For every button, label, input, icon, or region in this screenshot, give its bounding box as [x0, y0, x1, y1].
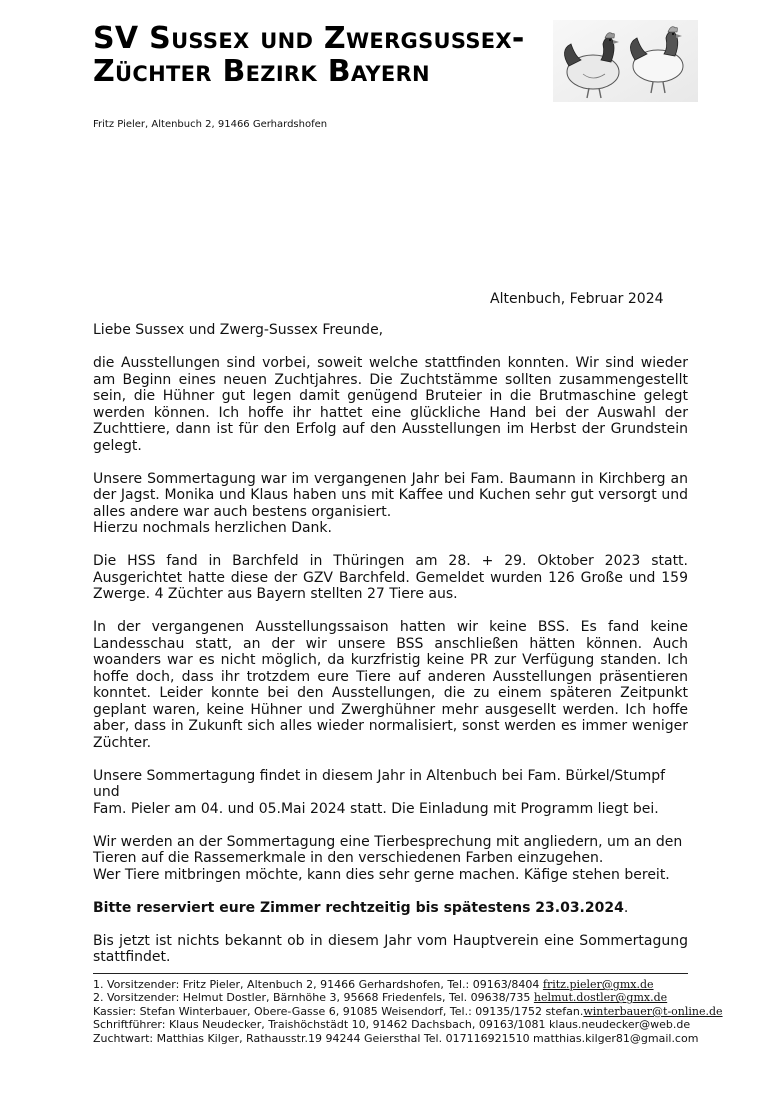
reservation-notice [93, 900, 688, 917]
reservation-notice-period: . [623, 899, 629, 916]
letterhead-title [93, 22, 525, 88]
paragraph-summer-meeting-this-year [93, 768, 688, 818]
footer-text: Kassier: Stefan Winterbauer, Obere-Gasse 6, 91085 Weisendorf, Tel.: 09135/1752 stefan. [93, 1004, 584, 1018]
greeting: Liebe Sussex und Zwerg-Sussex Freunde, [93, 322, 384, 338]
footer-line-secretary: Schriftführer: Klaus Neudecker, Traishöchstädt 10, 91462 Dachsbach, 09163/1081 klaus.neudecker@web.de [93, 1018, 691, 1032]
paragraph-breeding-year: die Ausstellungen sind vorbei, soweit welche stattfinden konnten. Wir sind wieder am Beginn eines neuen Zuchtjahres. Die Zuchtstämme sollten zusammengestellt sein, die Hühner gut legen damit genügend Bruteier in die Brutmaschine gelegt werden können. Ich hoffe ihr hattet eine glückliche Hand bei der Auswahl der Zuchttiere, dann ist für den Erfolg auf den Ausstellungen im Herbst der Grundstein gelegt. [93, 355, 688, 454]
email-link[interactable]: fritz.pieler@gmx.de [542, 978, 654, 991]
title-line-1: SV Sussex und Zwergsussex- [93, 21, 525, 56]
title-line-2: Züchter Bezirk Bayern [93, 54, 430, 89]
paragraph-hss: Die HSS fand in Barchfeld in Thüringen am 28. + 29. Oktober 2023 statt. Ausgerichtet hatte diese der GZV Barchfeld. Gemeldet wurden 126 Große und 159 Zwerge. 4 Züchter aus Bayern stellten 27 Tiere aus. [93, 553, 688, 602]
reservation-notice-bold: Bitte reserviert eure Zimmer rechtzeitig bis spätestens 23.03.2024 [93, 899, 624, 916]
chicken-illustration [553, 20, 698, 102]
sender-address: Fritz Pieler, Altenbuch 2, 91466 Gerhardshofen [93, 119, 328, 130]
footer-line-treasurer [93, 1005, 723, 1018]
paragraph-animal-review [93, 834, 688, 884]
paragraph-text: Fam. Pieler am 04. und 05.Mai 2024 statt. Die Einladung mit Programm liegt bei. [93, 800, 659, 817]
footer-contacts [93, 978, 723, 1045]
email-link[interactable]: winterbauer@t-online.de [583, 1004, 723, 1018]
footer-line-chairman-1 [93, 978, 723, 991]
paragraph-main-club-meeting: Bis jetzt ist nichts bekannt ob in diesem Jahr vom Hauptverein eine Sommertagung stattfindet. [93, 932, 688, 965]
email-link[interactable]: helmut.dostler@gmx.de [533, 991, 668, 1005]
letter-date: Altenbuch, Februar 2024 [490, 291, 664, 307]
footer-text: 1. Vorsitzender: Fritz Pieler, Altenbuch 2, 91466 Gerhardshofen, Tel.: 09163/8404 [93, 978, 543, 991]
paragraph-text: Unsere Sommertagung findet in diesem Jahr in Altenbuch bei Fam. Bürkel/Stumpf und [93, 767, 666, 800]
footer-line-chairman-2 [93, 991, 723, 1004]
thanks-line: Hierzu nochmals herzlichen Dank. [93, 520, 332, 536]
footer-divider [93, 973, 688, 974]
paragraph-text: Wir werden an der Sommertagung eine Tierbesprechung mit angliedern, um an den Tieren auf die Rassemerkmale in den verschiedenen Farben einzugehen. [93, 833, 683, 866]
footer-text: 2. Vorsitzender: Helmut Dostler, Bärnhöhe 3, 95668 Friedenfels, Tel. 09638/735 [93, 991, 534, 1005]
letter-body [93, 322, 688, 982]
paragraph-summer-meeting-last-year [93, 471, 688, 537]
paragraph-exhibition-season: In der vergangenen Ausstellungssaison hatten wir keine BSS. Es fand keine Landesschau statt, an der wir unsere BSS anschließen hätten können. Auch woanders war es nicht möglich, da kurzfristig keine PR zur Verfügung standen. Ich hoffe doch, dass ihr trotzdem eure Tiere auf anderen Ausstellungen präsentieren konntet. Leider konnte bei den Ausstellungen, die zu einem späteren Zeitpunkt geplant waren, keine Hühner und Zwerghühner mehr ausgesellt werden. Ich hoffe aber, dass in Zukunft sich alles wieder normalisiert, sonst werden es immer weniger Züchter. [93, 619, 688, 751]
paragraph-text: Unsere Sommertagung war im vergangenen Jahr bei Fam. Baumann in Kirchberg an der Jagst. Monika und Klaus haben uns mit Kaffee und Kuchen sehr gut versorgt und alles andere war auch bestens organisiert. [93, 470, 688, 520]
paragraph-text: Wer Tiere mitbringen möchte, kann dies sehr gerne machen. Käfige stehen bereit. [93, 866, 670, 883]
footer-line-breeding-warden: Zuchtwart: Matthias Kilger, Rathausstr.19 94244 Geiersthal Tel. 017116921510 matthias.kilger81@gmail.com [93, 1031, 699, 1045]
